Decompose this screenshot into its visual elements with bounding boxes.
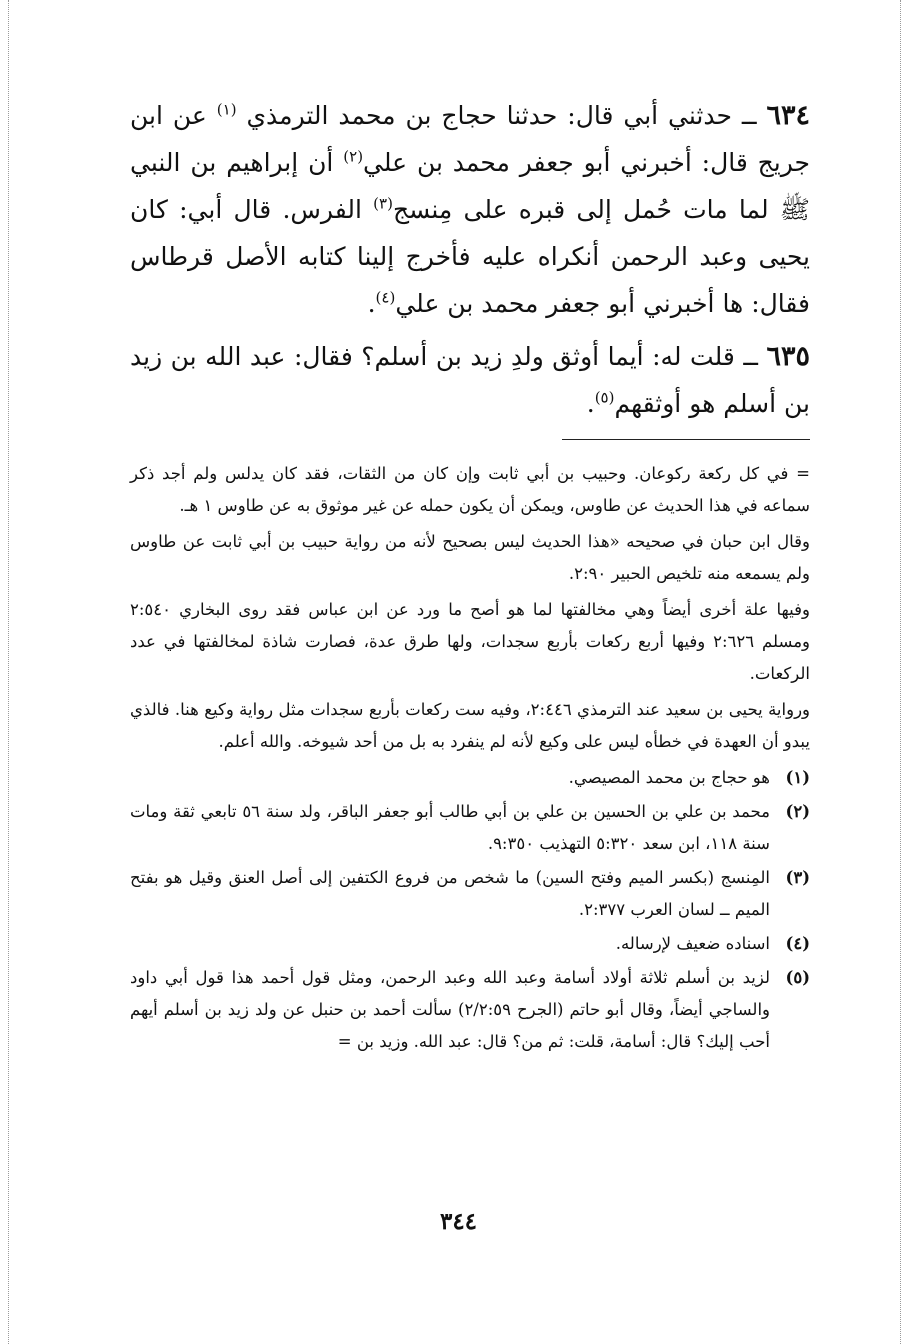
note-paragraph: وفيها علة أخرى أيضاً وهي مخالفتها لما هو أصح ما ورد عن ابن عباس فقد روى البخاري ٢:٥٤٠ ومسلم ٢:٦٢٦ وفيها أربع ركعات بأربع سجدات، ولها طرق عدة، فصارت شاذة لمخالفتها في عدد الركعات. — [130, 600, 811, 683]
hadith-635 — [130, 333, 810, 427]
footnote-4 — [130, 928, 810, 960]
continuation-notes — [130, 458, 810, 758]
left-margin-dots — [8, 0, 9, 1344]
footnote-ref: (٥) — [594, 388, 615, 407]
hadith-number: ٦٣٤ — [766, 100, 810, 131]
note-paragraph: = في كل ركعة ركوعان. وحبيب بن أبي ثابت وإن كان من الثقات، فقد كان يدلس ولم أجد ذكر سماعه في هذا الحديث عن طاوس، ويمكن أن يكون حمله عن غير موثوق به عن طاوس ١ هـ. — [130, 464, 810, 515]
page-content — [130, 92, 810, 1060]
footnote-ref: (٢) — [343, 147, 364, 166]
hadith-634 — [130, 92, 810, 327]
footnote-ref: (١) — [216, 100, 237, 119]
hadith-number: ٦٣٥ — [766, 341, 811, 372]
footnote-text: لزيد بن أسلم ثلاثة أولاد أسامة وعبد الله وعبد الرحمن، ومثل قول أحمد هذا قول أبي داود والساجي أيضاً، وقال أبو حاتم (الجرح ٢/٢:٥٩) سألت أحمد بن حنبل عن ولد زيد بن أسلم أيهم أحب إليك؟ قال: أسامة، قلت: ثم من؟ قال: عبد الله. وزيد بن = — [130, 968, 770, 1051]
footnote-2 — [130, 796, 810, 860]
footnotes-list — [130, 762, 810, 1058]
footnote-mark: (٢) — [785, 802, 810, 821]
right-margin-dots — [900, 0, 901, 1344]
hadith-text: عن ابن جريج قال: أخبرني أبو جعفر محمد بن علي — [130, 101, 811, 177]
footnote-mark: (١) — [785, 768, 810, 787]
note-paragraph: ورواية يحيى بن سعيد عند الترمذي ٢:٤٤٦، وفيه ست ركعات بأربع سجدات مثل رواية وكيع هنا. فالذي يبدو أن العهدة في خطأه ليس على وكيع لأنه لم ينفرد به بل من أحد شيوخه. والله أعلم. — [130, 700, 811, 751]
footnote-1 — [130, 762, 810, 794]
hadith-text: ــ حدثني أبي قال: حدثنا حجاج بن محمد الترمذي — [246, 101, 757, 130]
footnote-ref: (٤) — [375, 288, 396, 307]
footnote-text: اسناده ضعيف لإرساله. — [615, 934, 770, 953]
hadith-text: . — [586, 389, 595, 418]
footnote-ref: (٣) — [373, 194, 393, 213]
footnote-mark: (٤) — [785, 934, 810, 953]
footnote-5 — [130, 962, 810, 1058]
footnote-separator — [562, 439, 810, 440]
footnote-mark: (٥) — [785, 968, 810, 987]
footnote-text: محمد بن علي بن الحسين بن علي بن أبي طالب أبو جعفر الباقر، ولد سنة ٥٦ تابعي ثقة ومات سنة ١١٨، ابن سعد ٥:٣٢٠ التهذيب ٩:٣٥٠. — [130, 802, 770, 853]
hadith-text: الفرس. قال أبي: كان يحيى وعبد الرحمن أنكراه عليه فأخرج إلينا كتابه الأصل قرطاس فقال: ها أخبرني أبو جعفر محمد بن علي — [130, 195, 810, 318]
hadith-text: . — [367, 289, 376, 318]
footnote-text: المِنسج (بكسر الميم وفتح السين) ما شخص من فروع الكتفين إلى أصل العنق وقيل هو بفتح الميم ــ لسان العرب ٢:٣٧٧. — [130, 868, 770, 919]
note-paragraph: وقال ابن حبان في صحيحه «هذا الحديث ليس بصحيح لأنه من رواية حبيب بن أبي ثابت عن طاوس ولم يسمعه منه تلخيص الحبير ٢:٩٠. — [130, 532, 810, 583]
hadith-text: أن إبراهيم بن النبي ﷺ لما مات حُمل إلى قبره على مِنسج — [130, 148, 811, 224]
footnote-3 — [130, 862, 810, 926]
footnote-mark: (٣) — [785, 868, 810, 887]
footnote-text: هو حجاج بن محمد المصيصي. — [568, 768, 770, 787]
hadith-text: ــ قلت له: أيما أوثق ولدِ زيد بن أسلم؟ فقال: عبد الله بن زيد بن أسلم هو أوثقهم — [130, 342, 810, 418]
page-number: ٣٤٤ — [439, 1208, 478, 1235]
